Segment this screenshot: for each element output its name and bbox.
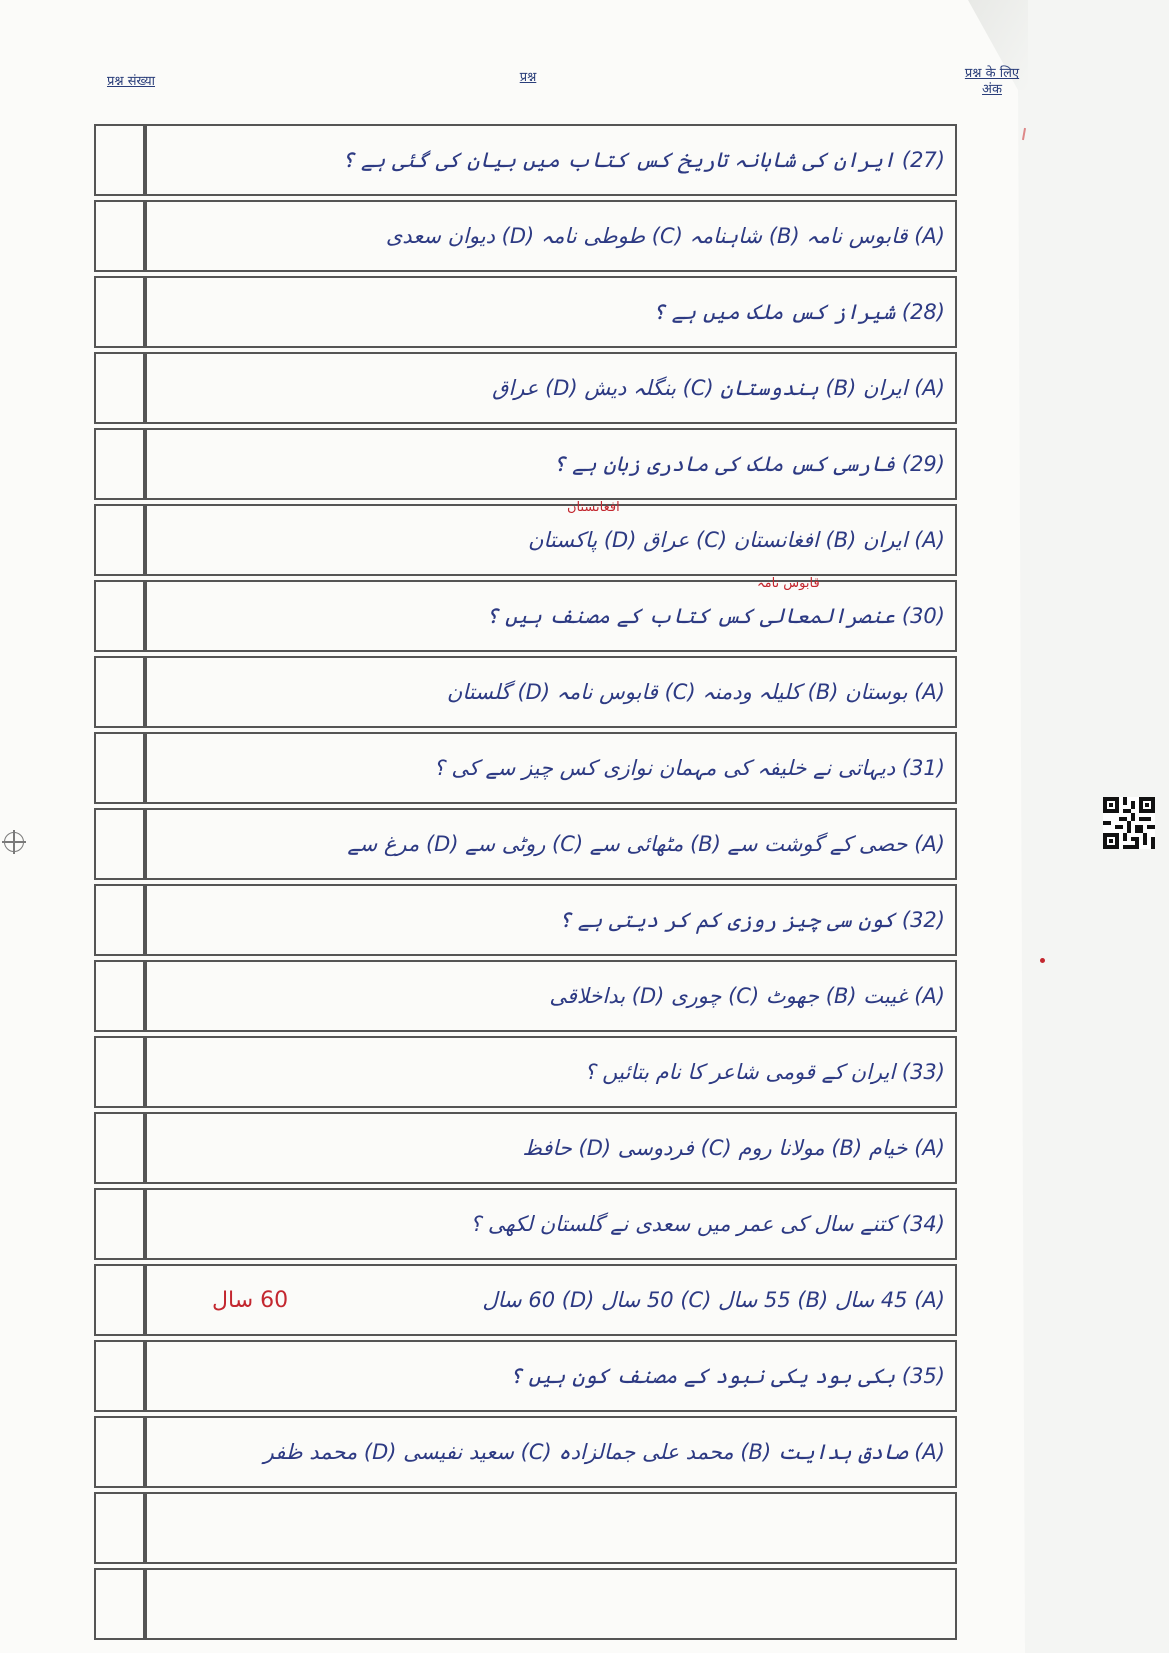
number-cell	[94, 428, 145, 500]
number-cell	[94, 808, 145, 880]
row-text: (33) ایران کے قومی شاعر کا نام بتائیں ؟	[584, 1060, 945, 1084]
question-row-29	[145, 428, 957, 500]
options-row-30	[145, 656, 957, 728]
question-row-34	[145, 1188, 957, 1260]
margin-mark	[1022, 128, 1026, 140]
row-text: (30) عنصرالمعالی کس کتاب کے مصنف ہیں ؟	[486, 604, 945, 628]
number-cell	[94, 352, 145, 424]
number-cell	[94, 1112, 145, 1184]
number-cell	[94, 1264, 145, 1336]
question-row-35	[145, 1340, 957, 1412]
row-text: (A) صادق ہدایت (B) محمد علی جمالزادہ (C) سعید نفیسی (D) محمد ظفر	[263, 1440, 945, 1464]
options-row-28	[145, 352, 957, 424]
row-text: (A) خیام (B) مولانا روم (C) فردوسی (D) حافظ	[522, 1136, 945, 1160]
number-cell	[94, 1036, 145, 1108]
options-row-34	[145, 1264, 957, 1336]
header-marks: प्रश्न के लिए अंक	[964, 66, 1020, 97]
row-text: (32) کون سی چیز روزی کم کر دیتی ہے ؟	[558, 908, 945, 932]
registration-mark	[4, 832, 24, 852]
number-cell	[94, 1416, 145, 1488]
number-cell	[94, 732, 145, 804]
question-row-27	[145, 124, 957, 196]
number-cell	[94, 884, 145, 956]
number-cell	[94, 504, 145, 576]
question-row-31	[145, 732, 957, 804]
row-text: (A) غیبت (B) جھوٹ (C) چوری (D) بداخلاقی	[549, 984, 945, 1008]
options-row-33	[145, 1112, 957, 1184]
red-correction: قابوس نامہ	[757, 576, 820, 591]
row-text: (31) دیہاتی نے خلیفہ کی مہمان نوازی کس چیز سے کی ؟	[433, 756, 945, 780]
number-cell	[94, 960, 145, 1032]
options-row-35	[145, 1416, 957, 1488]
blank-row	[145, 1492, 957, 1564]
question-row-33	[145, 1036, 957, 1108]
row-text: (A) ایران (B) افغانستان (C) عراق (D) پاکستان	[528, 528, 945, 552]
blank-row	[145, 1568, 957, 1640]
question-row-30	[145, 576, 957, 652]
header-question: प्रश्न	[519, 70, 537, 85]
row-text: (29) فارسی کس ملک کی مادری زبان ہے ؟	[553, 452, 945, 476]
number-cell	[94, 580, 145, 652]
number-cell	[94, 656, 145, 728]
row-text: (A) حصی کے گوشت سے (B) مٹھائی سے (C) روٹی سے (D) مرغ سے	[347, 832, 945, 856]
row-text: (27) ایران کی شاہانہ تاریخ کس کتاب میں بیان کی گئی ہے ؟	[341, 148, 945, 172]
options-row-32	[145, 960, 957, 1032]
row-text: (35) بکی بود یکی نبود کے مصنف کون ہیں ؟	[509, 1364, 945, 1388]
number-cell	[94, 276, 145, 348]
options-row-27	[145, 200, 957, 272]
row-text: (28) شیراز کس ملک میں ہے ؟	[652, 300, 945, 324]
number-cell	[94, 200, 145, 272]
options-row-29	[145, 500, 957, 576]
options-row-31	[145, 808, 957, 880]
question-row-32	[145, 884, 957, 956]
red-correction: افغانستان	[567, 500, 620, 515]
number-cell	[94, 1340, 145, 1412]
row-text: (34) کتنے سال کی عمر میں سعدی نے گلستان لکھی ؟	[470, 1212, 945, 1236]
number-cell	[94, 1188, 145, 1260]
number-cell	[94, 1492, 145, 1564]
row-text: (A) ایران (B) ہندوستان (C) بنگلہ دیش (D) عراق	[492, 376, 945, 400]
number-cell	[94, 124, 145, 196]
header-question-number: प्रश्न संख्या	[106, 74, 156, 89]
red-answer: 60 سال	[212, 1288, 289, 1313]
number-cell	[94, 1568, 145, 1640]
qr-code	[1103, 797, 1155, 849]
row-text: (A) بوستان (B) کلیلہ ودمنہ (C) قابوس نامہ (D) گلستان	[446, 680, 945, 704]
red-dot-mark	[1040, 958, 1045, 963]
question-row-28	[145, 276, 957, 348]
row-text: (A) قابوس نامہ (B) شاہنامہ (C) طوطی نامہ (D) دیوان سعدی	[385, 224, 945, 248]
row-text: (A) 45 سال (B) 55 سال (C) 50 سال (D) 60 سال	[482, 1288, 945, 1312]
